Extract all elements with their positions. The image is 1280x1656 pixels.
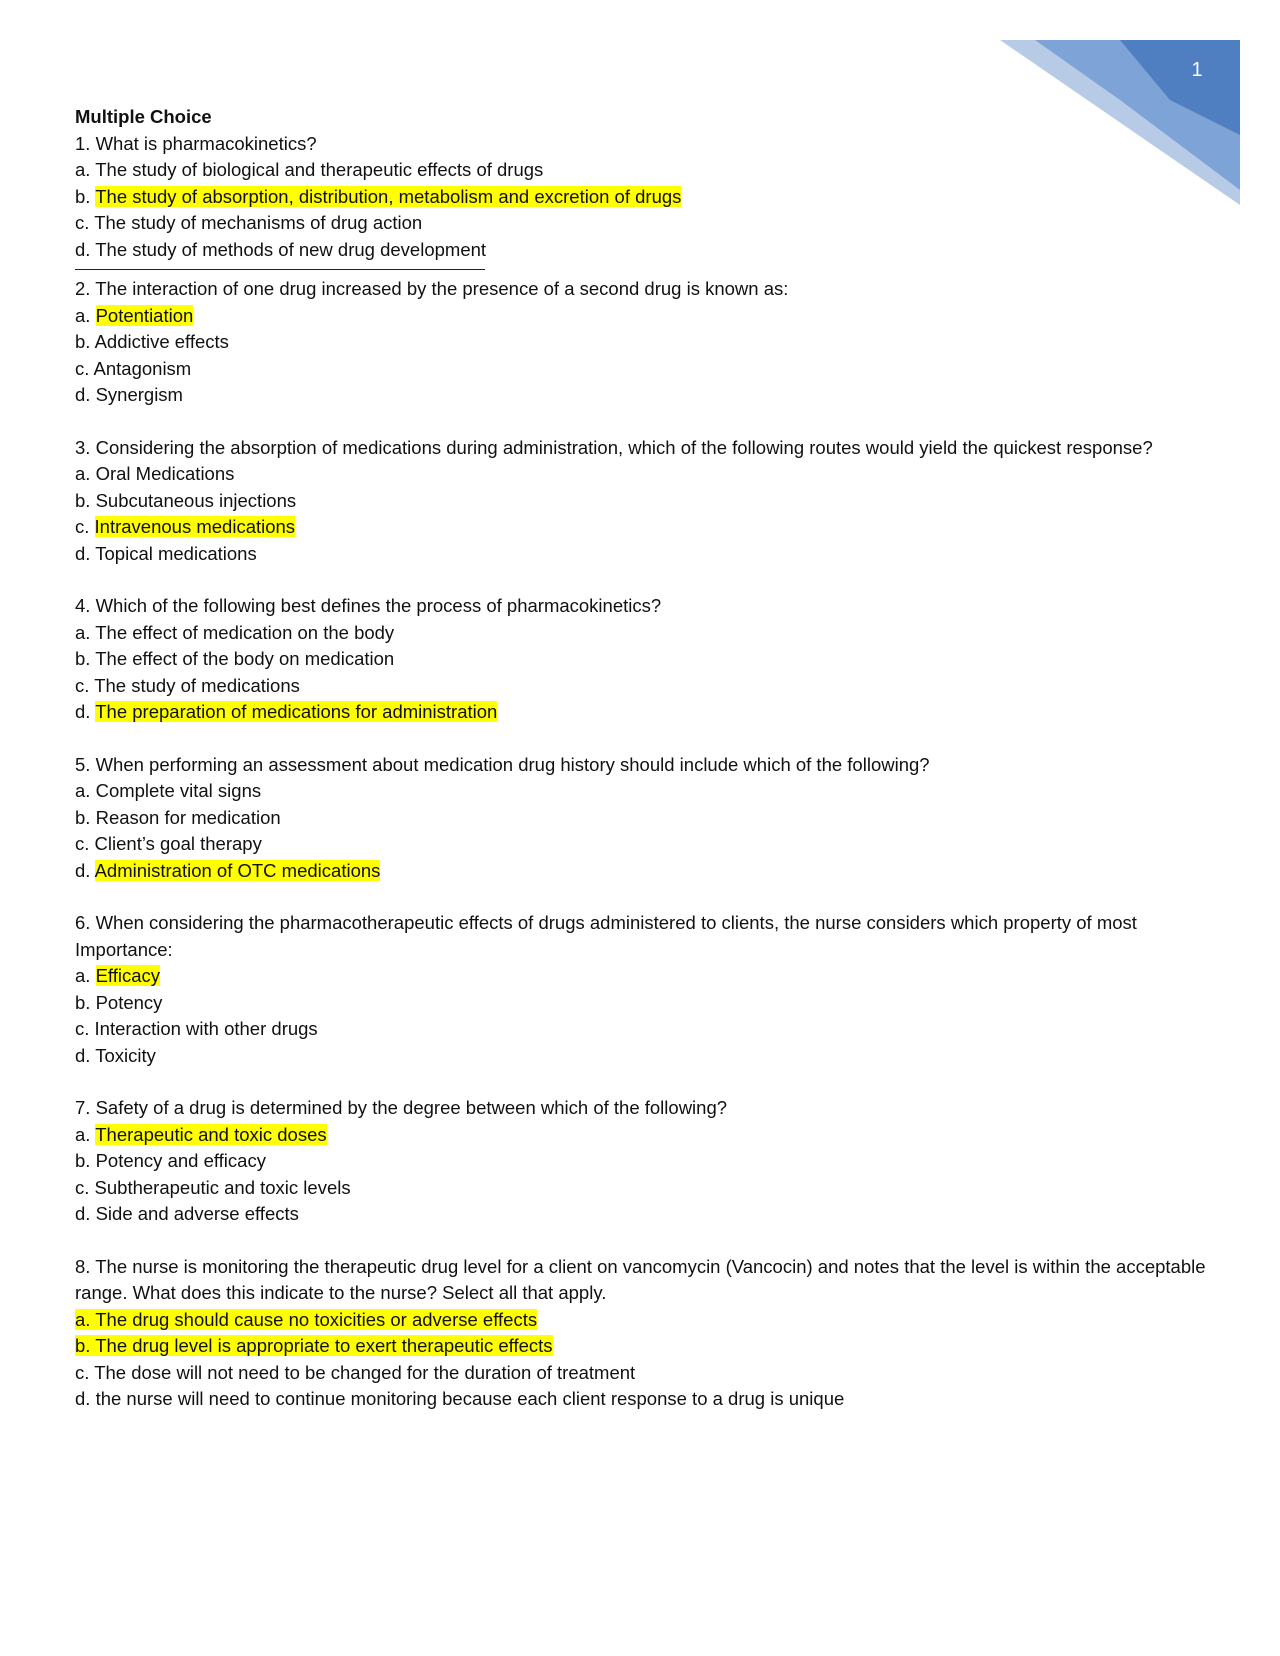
highlighted-answer: Intravenous medications bbox=[94, 516, 296, 537]
option-1b: b. The study of absorption, distribution, metabolism and excretion of drugs bbox=[75, 185, 682, 207]
option-6d: d. Toxicity bbox=[75, 1044, 156, 1066]
option-5b: b. Reason for medication bbox=[75, 806, 281, 828]
option-7b: b. Potency and efficacy bbox=[75, 1150, 266, 1171]
section-title: Multiple Choice bbox=[75, 106, 212, 127]
question-text: 5. When performing an assessment about medication drug history should include which of the following? bbox=[75, 753, 930, 775]
option-6b: b. Potency bbox=[75, 991, 163, 1013]
question-8 bbox=[75, 1254, 1215, 1413]
question-4 bbox=[75, 593, 1215, 726]
question-text: 8. The nurse is monitoring the therapeutic drug level for a client on vancomycin (Vancocin) and notes that the level is within the acceptable range. What does this indicate to the nurse? Select all that apply. bbox=[75, 1255, 1206, 1303]
option-1d: d. The study of methods of new drug development bbox=[75, 238, 487, 260]
option-6c: c. Interaction with other drugs bbox=[75, 1018, 318, 1039]
option-4c: c. The study of medications bbox=[75, 674, 300, 696]
option-7c: c. Subtherapeutic and toxic levels bbox=[75, 1176, 351, 1198]
highlighted-answer: a. The drug should cause no toxicities or adverse effects bbox=[75, 1308, 538, 1330]
option-1a: a. The study of biological and therapeutic effects of drugs bbox=[75, 159, 544, 180]
highlighted-answer: b. The drug level is appropriate to exert therapeutic effects bbox=[75, 1335, 553, 1356]
question-text: 2. The interaction of one drug increased by the presence of a second drug is known as: bbox=[75, 278, 789, 299]
page-number: 1 bbox=[1191, 59, 1203, 81]
question-5 bbox=[75, 752, 1215, 885]
option-5a: a. Complete vital signs bbox=[75, 780, 262, 801]
option-2c: c. Antagonism bbox=[75, 357, 192, 379]
option-5d: d. Administration of OTC medications bbox=[75, 859, 381, 881]
question-text: 1. What is pharmacokinetics? bbox=[75, 132, 317, 154]
question-3 bbox=[75, 435, 1215, 568]
highlighted-answer: Therapeutic and toxic doses bbox=[95, 1123, 327, 1145]
highlighted-answer: The study of absorption, distribution, metabolism and excretion of drugs bbox=[95, 185, 682, 207]
option-6a: a. Efficacy bbox=[75, 965, 161, 986]
question-2 bbox=[75, 276, 1215, 409]
option-7a: a. Therapeutic and toxic doses bbox=[75, 1123, 327, 1145]
option-2d: d. Synergism bbox=[75, 384, 183, 405]
option-8c: c. The dose will not need to be changed for the duration of treatment bbox=[75, 1361, 636, 1383]
question-text: 6. When considering the pharmacotherapeutic effects of drugs administered to clients, the nurse considers which property of most Importance: bbox=[75, 912, 1137, 960]
highlighted-answer: Potentiation bbox=[95, 304, 194, 326]
option-8d: d. the nurse will need to continue monitoring because each client response to a drug is unique bbox=[75, 1388, 845, 1409]
document-body bbox=[75, 104, 1215, 1439]
highlighted-answer: Efficacy bbox=[95, 965, 161, 986]
option-3b: b. Subcutaneous injections bbox=[75, 489, 297, 511]
option-2b: b. Addictive effects bbox=[75, 331, 229, 352]
separator-line bbox=[75, 269, 485, 270]
option-3d: d. Topical medications bbox=[75, 542, 257, 564]
option-8a bbox=[75, 1307, 1215, 1334]
question-6 bbox=[75, 910, 1215, 1069]
option-7d: d. Side and adverse effects bbox=[75, 1203, 299, 1224]
question-text: 3. Considering the absorption of medications during administration, which of the following routes would yield the quickest response? bbox=[75, 436, 1153, 458]
question-text: 4. Which of the following best defines the process of pharmacokinetics? bbox=[75, 595, 662, 616]
question-1 bbox=[75, 131, 1215, 264]
option-4b: b. The effect of the body on medication bbox=[75, 648, 395, 669]
option-4a: a. The effect of medication on the body bbox=[75, 621, 395, 643]
option-3a: a. Oral Medications bbox=[75, 463, 235, 484]
option-3c: c. Intravenous medications bbox=[75, 516, 296, 537]
question-7 bbox=[75, 1095, 1215, 1228]
option-8b bbox=[75, 1333, 1215, 1360]
option-1c: c. The study of mechanisms of drug action bbox=[75, 212, 423, 233]
question-text: 7. Safety of a drug is determined by the degree between which of the following? bbox=[75, 1097, 728, 1118]
option-5c: c. Client’s goal therapy bbox=[75, 833, 262, 854]
highlighted-answer: Administration of OTC medications bbox=[94, 859, 381, 881]
option-2a: a. Potentiation bbox=[75, 304, 194, 326]
option-4d: d. The preparation of medications for administration bbox=[75, 701, 498, 722]
highlighted-answer: The preparation of medications for administration bbox=[95, 701, 498, 722]
